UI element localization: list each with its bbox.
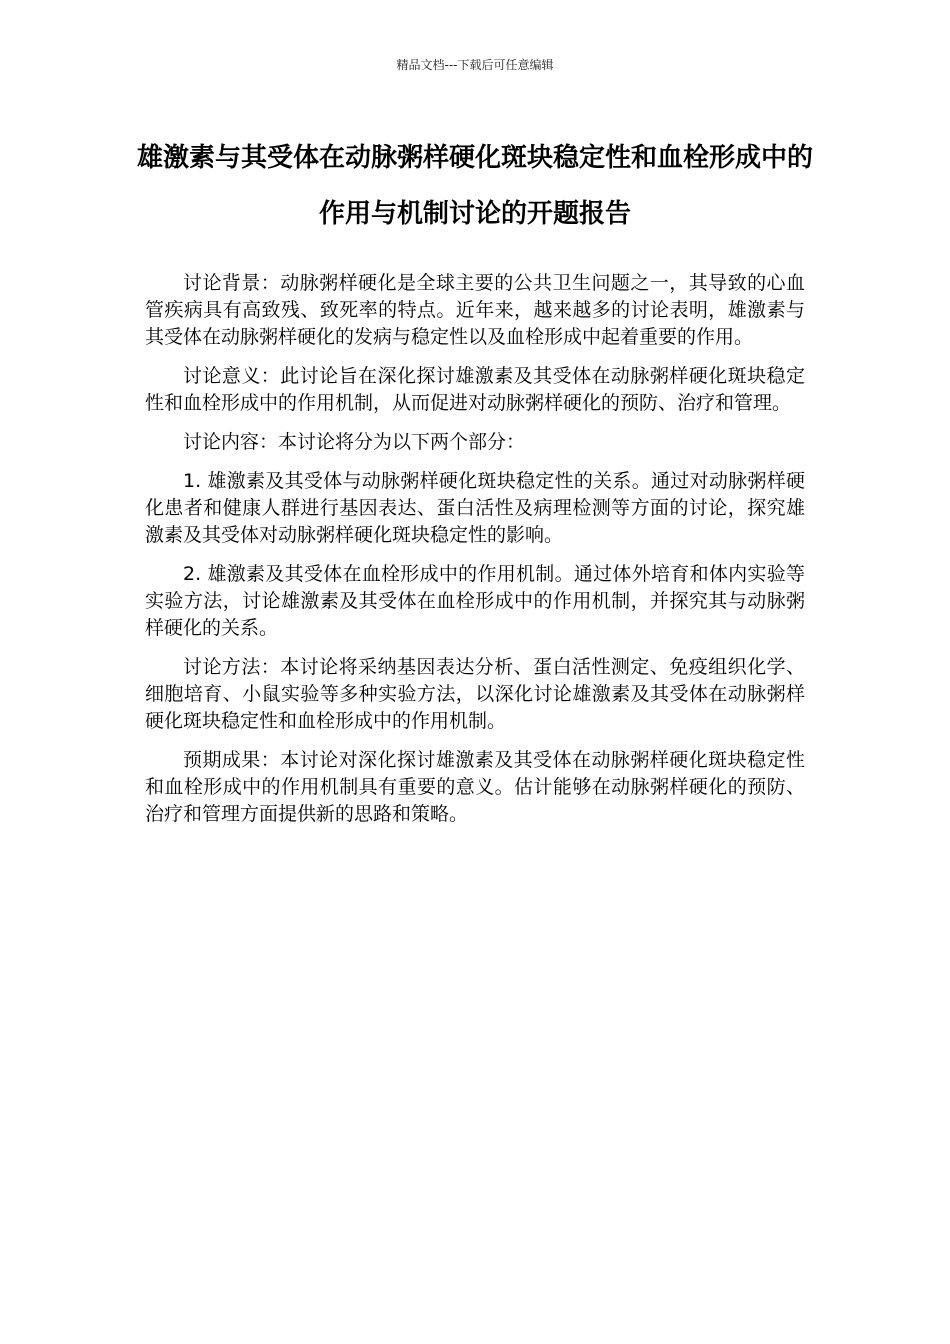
document-title: 雄激素与其受体在动脉粥样硬化斑块稳定性和血栓形成中的作用与机制讨论的开题报告 <box>136 143 813 229</box>
paragraph-methods: 讨论方法：本讨论将采纳基因表达分析、蛋白活性测定、免疫组织化学、细胞培育、小鼠实验等多种实验方法，以深化讨论雄激素及其受体在动脉粥样硬化斑块稳定性和血栓形成中的作用机制。 <box>145 656 805 732</box>
paragraph-expected-results: 预期成果：本讨论对深化探讨雄激素及其受体在动脉粥样硬化斑块稳定性和血栓形成中的作用机制具有重要的意义。估计能够在动脉粥样硬化的预防、治疗和管理方面提供新的思路和策略。 <box>145 749 805 825</box>
header-note: 精品文档---下载后可任意编辑 <box>396 58 554 72</box>
paragraph-content-item-1: 1. 雄激素及其受体与动脉粥样硬化斑块稳定性的关系。通过对动脉粥样硬化患者和健康人群进行基因表达、蛋白活性及病理检测等方面的讨论，探究雄激素及其受体对动脉粥样硬化斑块稳定性的影响。 <box>145 470 805 546</box>
paragraph-content-item-2: 2. 雄激素及其受体在血栓形成中的作用机制。通过体外培育和体内实验等实验方法，讨论雄激素及其受体在血栓形成中的作用机制，并探究其与动脉粥样硬化的关系。 <box>145 563 805 639</box>
paragraph-background: 讨论背景：动脉粥样硬化是全球主要的公共卫生问题之一，其导致的心血管疾病具有高致残、致死率的特点。近年来，越来越多的讨论表明，雄激素与其受体在动脉粥样硬化的发病与稳定性以及血栓形成中起着重要的作用。 <box>145 272 805 348</box>
paragraph-content: 讨论内容：本讨论将分为以下两个部分： <box>183 431 526 453</box>
paragraph-significance: 讨论意义：此讨论旨在深化探讨雄激素及其受体在动脉粥样硬化斑块稳定性和血栓形成中的作用机制，从而促进对动脉粥样硬化的预防、治疗和管理。 <box>145 365 805 414</box>
document-body <box>145 270 805 840</box>
